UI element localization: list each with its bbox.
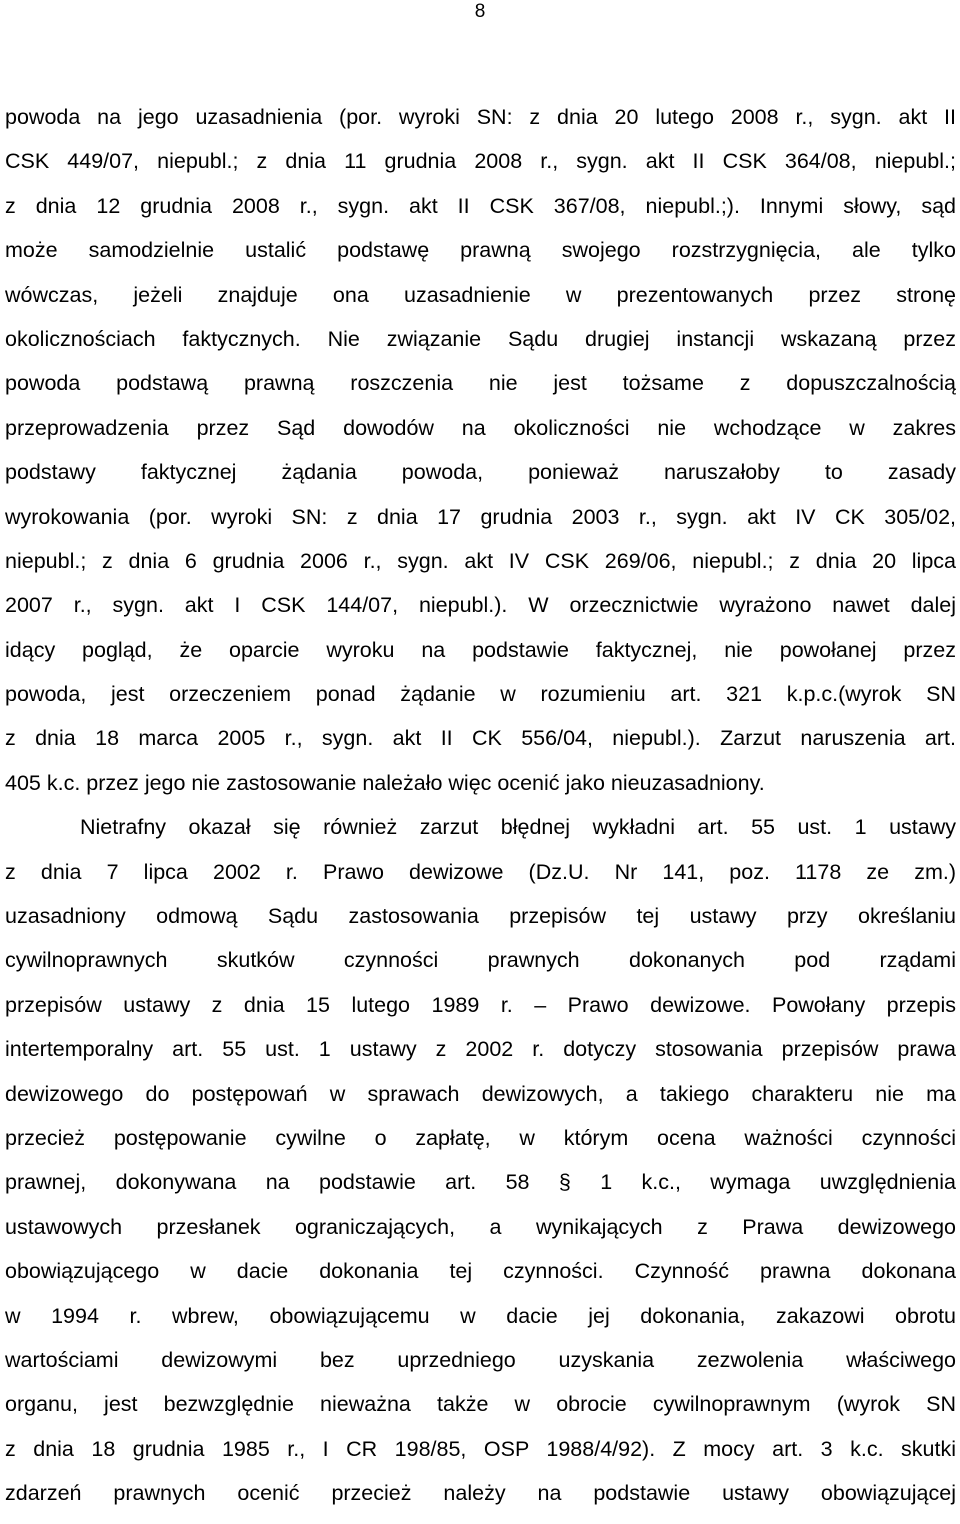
text-line: powoda na jego uzasadnienia (por. wyroki SN: z dnia 20 lutego 2008 r., sygn. akt II [5, 105, 956, 129]
text-line: z dnia 7 lipca 2002 r. Prawo dewizowe (Dz.U. Nr 141, poz. 1178 ze zm.) [5, 859, 956, 884]
text-line: powoda podstawą prawną roszczenia nie jest tożsame z dopuszczalnością [5, 371, 956, 396]
text-line: wyrokowania (por. wyroki SN: z dnia 17 grudnia 2003 r., sygn. akt IV CK 305/02, [5, 504, 956, 529]
text-line: może samodzielnie ustalić podstawę prawną swojego rozstrzygnięcia, ale tylko [5, 238, 956, 263]
text-line: z dnia 18 grudnia 1985 r., I CR 198/85, OSP 1988/4/92). Z mocy art. 3 k.c. skutki [5, 1436, 956, 1461]
text-line: wówczas, jeżeli znajduje ona uzasadnienie w prezentowanych przez stronę [5, 282, 956, 307]
text-line: idący pogląd, że oparcie wyroku na podstawie faktycznej, nie powołanej przez [5, 637, 956, 662]
text-line: prawnej, dokonywana na podstawie art. 58 § 1 k.c., wymaga uwzględnienia [5, 1170, 956, 1195]
document-body [5, 95, 956, 1516]
text-line: uzasadniony odmową Sądu zastosowania przepisów tej ustawy przy określaniu [5, 904, 956, 929]
text-line: z dnia 12 grudnia 2008 r., sygn. akt II CSK 367/08, niepubl.;). Innymi słowy, sąd [5, 193, 956, 218]
text-line: obowiązującego w dacie dokonania tej czynności. Czynność prawna dokonana [5, 1259, 956, 1284]
text-line: dewizowego do postępowań w sprawach dewizowych, a takiego charakteru nie ma [5, 1081, 956, 1106]
text-line: powoda, jest orzeczeniem ponad żądanie w rozumieniu art. 321 k.p.c.(wyrok SN [5, 682, 956, 707]
page-number: 8 [474, 1, 486, 22]
text-line: zdarzeń prawnych ocenić przecież należy na podstawie ustawy obowiązującej [5, 1481, 956, 1506]
text-line: przepisów ustawy z dnia 15 lutego 1989 r. – Prawo dewizowe. Powołany przepis [5, 992, 956, 1017]
text-line: przeprowadzenia przez Sąd dowodów na okoliczności nie wchodzące w zakres [5, 415, 956, 440]
paragraph-end-line: 405 k.c. przez jego nie zastosowanie należało więc ocenić jako nieuzasadniony. [5, 770, 765, 795]
paragraph-start-line: Nietrafny okazał się również zarzut błędnej wykładni art. 55 ust. 1 ustawy [80, 815, 956, 840]
text-line: niepubl.; z dnia 6 grudnia 2006 r., sygn. akt IV CSK 269/06, niepubl.; z dnia 20 lipca [5, 548, 956, 573]
text-line: 2007 r., sygn. akt I CSK 144/07, niepubl.). W orzecznictwie wyrażono nawet dalej [5, 593, 956, 618]
text-line: okolicznościach faktycznych. Nie związanie Sądu drugiej instancji wskazaną przez [5, 326, 956, 351]
text-line: przecież postępowanie cywilne o zapłatę, w którym ocena ważności czynności [5, 1125, 956, 1150]
text-line: ustawowych przesłanek ograniczających, a wynikających z Prawa dewizowego [5, 1214, 956, 1239]
text-line: organu, jest bezwzględnie nieważna także w obrocie cywilnoprawnym (wyrok SN [5, 1392, 956, 1417]
text-line: wartościami dewizowymi bez uprzedniego uzyskania zezwolenia właściwego [5, 1347, 956, 1372]
text-line: cywilnoprawnych skutków czynności prawnych dokonanych pod rządami [5, 948, 956, 973]
text-line: z dnia 18 marca 2005 r., sygn. akt II CK 556/04, niepubl.). Zarzut naruszenia art. [5, 726, 956, 751]
text-line: podstawy faktycznej żądania powoda, ponieważ naruszałoby to zasady [5, 460, 956, 485]
text-line: w 1994 r. wbrew, obowiązującemu w dacie jej dokonania, zakazowi obrotu [5, 1303, 956, 1328]
text-line: intertemporalny art. 55 ust. 1 ustawy z 2002 r. dotyczy stosowania przepisów prawa [5, 1037, 956, 1062]
text-line: CSK 449/07, niepubl.; z dnia 11 grudnia 2008 r., sygn. akt II CSK 364/08, niepubl.; [5, 149, 956, 174]
